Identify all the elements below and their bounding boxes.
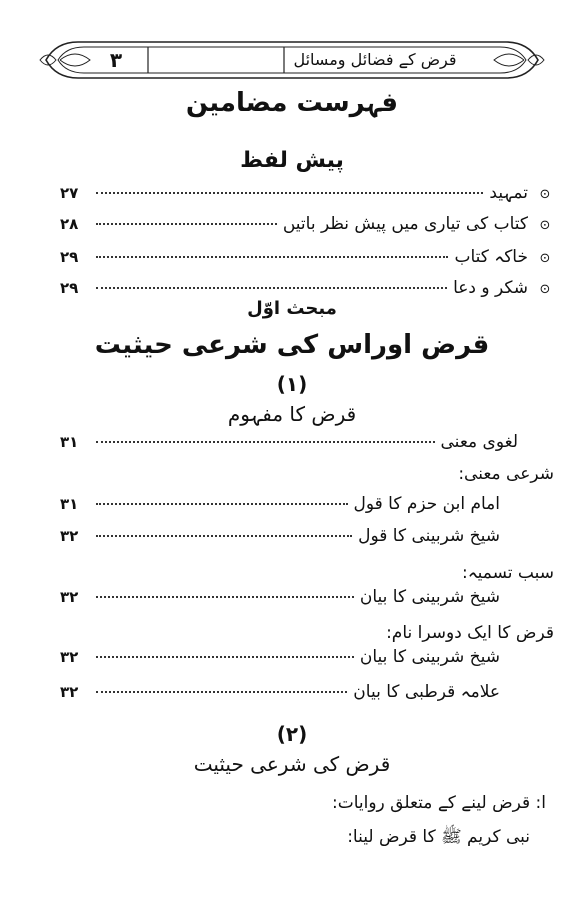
- running-title: قرض کے فضائل ومسائل: [293, 50, 457, 69]
- toc-row[interactable]: علامہ قرطبی کا بیان ۳۲: [60, 682, 500, 702]
- leader-dots: [96, 503, 348, 505]
- toc-row[interactable]: ⊙ تمہید ۲۷: [60, 182, 554, 208]
- section2-subheading: ا: قرض لینے کے متعلق روایات:: [331, 793, 546, 813]
- section-number: (۱): [276, 372, 308, 396]
- page-ref: ۲۷: [60, 184, 79, 202]
- leader-dots: [96, 656, 354, 658]
- subheading-another-name: قرض کا ایک دوسرا نام:: [386, 623, 554, 643]
- chapter-title: قرض اوراس کی شرعی حیثیت: [94, 330, 490, 360]
- toc-row[interactable]: لغوی معنی ۳۱: [60, 432, 518, 452]
- subheading-shari: شرعی معنی:: [458, 464, 554, 484]
- page-ref: ۲۹: [60, 279, 79, 297]
- toc-row[interactable]: ⊙ کتاب کی تیاری میں پیش نظر باتیں ۲۸: [60, 214, 554, 240]
- page-ref: ۳۱: [60, 433, 79, 451]
- toc-row[interactable]: ⊙ خاکہ کتاب ۲۹: [60, 246, 554, 272]
- leader-dots: [96, 691, 347, 693]
- bullet-icon: ⊙: [539, 218, 551, 233]
- toc-row[interactable]: ⊙ شکر و دعا ۲۹: [60, 278, 554, 304]
- page-ref: ۳۲: [60, 588, 79, 606]
- section-number: (۲): [276, 722, 308, 746]
- toc-row[interactable]: شیخ شربینی کا بیان ۳۲: [60, 647, 500, 667]
- page-ref: ۳۱: [60, 495, 79, 513]
- page-ref: ۳۲: [60, 527, 79, 545]
- toc-row[interactable]: امام ابن حزم کا قول ۳۱: [60, 494, 500, 514]
- section1-toc-list: [60, 432, 554, 707]
- leader-dots: [96, 223, 277, 225]
- leader-dots: [96, 192, 483, 194]
- leader-dots: [96, 287, 447, 289]
- toc-title: فہرست مضامین: [185, 88, 399, 118]
- page-ref: ۲۹: [60, 248, 79, 266]
- leader-dots: [96, 535, 352, 537]
- preface-heading: پیش لفظ: [240, 148, 344, 173]
- bullet-icon: ⊙: [539, 187, 551, 202]
- chapter-label: مبحث اوّل: [247, 298, 337, 319]
- bullet-icon: ⊙: [539, 282, 551, 297]
- subheading-sabab: سبب تسمیہ:: [461, 563, 554, 583]
- leader-dots: [96, 441, 435, 443]
- page-ref: ۳۲: [60, 648, 79, 666]
- preface-toc-list: [60, 182, 554, 304]
- page-ref: ۲۸: [60, 215, 79, 233]
- leader-dots: [96, 596, 354, 598]
- page-number: ۳: [109, 48, 123, 72]
- section-title: قرض کی شرعی حیثیت: [193, 752, 391, 776]
- bullet-icon: ⊙: [539, 251, 551, 266]
- leader-dots: [96, 256, 448, 258]
- page-ref: ۳۲: [60, 683, 79, 701]
- toc-row[interactable]: شیخ شربینی کا بیان ۳۲: [60, 587, 500, 607]
- section2-item[interactable]: نبی کریم ﷺ کا قرض لینا:: [347, 827, 530, 847]
- toc-row[interactable]: شیخ شربینی کا قول ۳۲: [60, 526, 500, 546]
- section-title: قرض کا مفہوم: [227, 402, 357, 426]
